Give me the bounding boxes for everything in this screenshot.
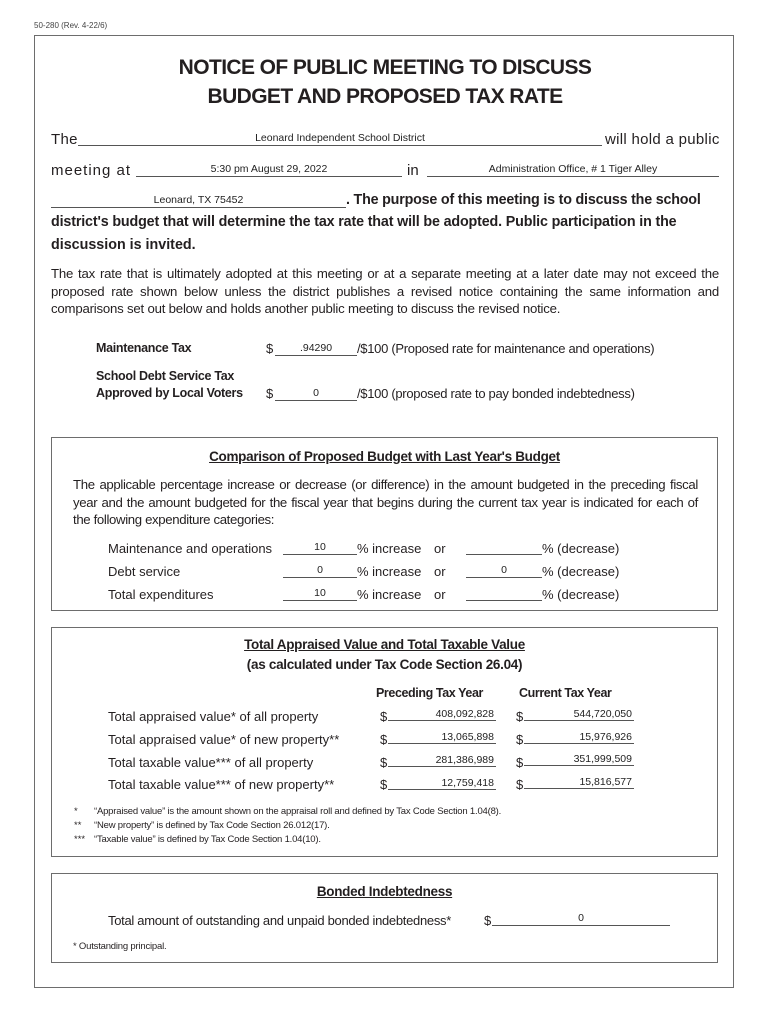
footnote-mark: * xyxy=(74,806,78,817)
decrease-suffix: % (decrease) xyxy=(542,564,620,579)
budget-increase-total-field[interactable]: 10 xyxy=(283,586,357,601)
budget-decrease-maintenance-field[interactable] xyxy=(466,540,542,555)
dollar-sign: $ xyxy=(380,777,388,792)
rate-paragraph: The tax rate that is ultimately adopted at this meeting or at a separate meeting at a later date may not exceed the proposed rate shown below unless the district publishes a revised notice containing the same information and comparisons set out below and holds another public meeting to discuss the revised notice. xyxy=(51,266,719,316)
debt-rate-field[interactable]: 0 xyxy=(275,386,357,401)
dollar-sign: $ xyxy=(516,709,524,724)
current-appraised-all-field[interactable]: 544,720,050 xyxy=(524,707,634,721)
form-id: 50-280 (Rev. 4-22/6) xyxy=(34,21,108,30)
preceding-taxable-all-field[interactable]: 281,386,989 xyxy=(388,753,496,767)
current-appraised-new-field[interactable]: 15,976,926 xyxy=(524,730,634,744)
budget-decrease-total-field[interactable] xyxy=(466,586,542,601)
meeting-at-label: meeting at xyxy=(51,162,132,179)
preceding-appraised-new-field[interactable]: 13,065,898 xyxy=(388,730,496,744)
meeting-time-field[interactable]: 5:30 pm August 29, 2022 xyxy=(136,162,402,177)
or-label: or xyxy=(434,587,446,602)
budget-row-label-maintenance: Maintenance and operations xyxy=(108,541,273,556)
bonded-heading: Bonded Indebtedness xyxy=(316,884,453,899)
values-row-label: Total taxable value*** of new property** xyxy=(108,777,335,792)
bonded-label: Total amount of outstanding and unpaid bonded indebtedness* xyxy=(108,913,451,928)
footnote-text: “New property” is defined by Tax Code Section 26.012(17). xyxy=(94,820,330,831)
dollar-sign: $ xyxy=(380,709,388,724)
maintenance-dollar: $ xyxy=(266,341,274,356)
debt-dollar: $ xyxy=(266,386,274,401)
budget-comparison-heading: Comparison of Proposed Budget with Last Year's Budget xyxy=(209,449,560,464)
page-title-line2: BUDGET AND PROPOSED TAX RATE xyxy=(207,85,563,108)
dollar-sign: $ xyxy=(380,755,388,770)
district-name-field[interactable]: Leonard Independent School District xyxy=(78,131,602,146)
purpose-line2: district's budget that will determine the tax rate that will be adopted. Public participation in the xyxy=(51,214,677,230)
meeting-city-field[interactable]: Leonard, TX 75452 xyxy=(51,193,346,208)
dollar-sign: $ xyxy=(516,732,524,747)
bonded-footnote: * Outstanding principal. xyxy=(73,941,167,952)
the-label: The xyxy=(51,131,78,148)
current-taxable-new-field[interactable]: 15,816,577 xyxy=(524,775,634,789)
budget-row-label-total: Total expenditures xyxy=(108,587,214,602)
footnote-text: “Appraised value” is the amount shown on the appraisal roll and defined by Tax Code Section 1.04(8). xyxy=(94,806,502,817)
increase-suffix: % increase xyxy=(357,587,422,602)
budget-increase-maintenance-field[interactable]: 10 xyxy=(283,540,357,555)
dollar-sign: $ xyxy=(516,777,524,792)
debt-rate-suffix: /$100 (proposed rate to pay bonded indebtedness) xyxy=(357,386,635,401)
increase-suffix: % increase xyxy=(357,541,422,556)
decrease-suffix: % (decrease) xyxy=(542,587,620,602)
footnote-mark: ** xyxy=(74,820,82,831)
debt-tax-label-line2: Approved by Local Voters xyxy=(96,386,243,400)
maintenance-tax-label: Maintenance Tax xyxy=(96,341,192,355)
decrease-suffix: % (decrease) xyxy=(542,541,620,556)
dollar-sign: $ xyxy=(380,732,388,747)
meeting-place-field[interactable]: Administration Office, # 1 Tiger Alley xyxy=(427,162,719,177)
budget-row-label-debt: Debt service xyxy=(108,564,181,579)
column-header-preceding: Preceding Tax Year xyxy=(376,686,483,700)
values-heading: Total Appraised Value and Total Taxable Value xyxy=(244,637,525,652)
purpose-line1: . The purpose of this meeting is to discuss the school xyxy=(346,192,701,208)
debt-tax-label-line1: School Debt Service Tax xyxy=(96,369,235,383)
preceding-taxable-new-field[interactable]: 12,759,418 xyxy=(388,776,496,790)
or-label: or xyxy=(434,541,446,556)
footnote-text: “Taxable value” is defined by Tax Code Section 1.04(10). xyxy=(94,834,321,845)
maintenance-rate-field[interactable]: .94290 xyxy=(275,341,357,356)
budget-comparison-paragraph: The applicable percentage increase or decrease (or difference) in the amount budgeted in the preceding fiscal year and the amount budgeted for the fiscal year that begins during the current tax year is indicated for each of the following expenditure categories: xyxy=(73,477,698,527)
bonded-amount-field[interactable]: 0 xyxy=(492,911,670,926)
column-header-current: Current Tax Year xyxy=(519,686,612,700)
page-title-line1: NOTICE OF PUBLIC MEETING TO DISCUSS xyxy=(178,56,592,79)
or-label: or xyxy=(434,564,446,579)
values-row-label: Total appraised value* of new property** xyxy=(108,732,340,747)
will-hold-label: will hold a public xyxy=(605,131,720,148)
dollar-sign: $ xyxy=(516,755,524,770)
values-row-label: Total appraised value* of all property xyxy=(108,709,319,724)
budget-increase-debt-field[interactable]: 0 xyxy=(283,563,357,578)
values-row-label: Total taxable value*** of all property xyxy=(108,755,314,770)
in-label: in xyxy=(407,162,419,179)
purpose-line3: discussion is invited. xyxy=(51,237,196,253)
bonded-dollar: $ xyxy=(484,913,492,928)
preceding-appraised-all-field[interactable]: 408,092,828 xyxy=(388,707,496,721)
footnote-mark: *** xyxy=(74,834,86,845)
current-taxable-all-field[interactable]: 351,999,509 xyxy=(524,752,634,766)
maintenance-rate-suffix: /$100 (Proposed rate for maintenance and operations) xyxy=(357,341,655,356)
budget-decrease-debt-field[interactable]: 0 xyxy=(466,563,542,578)
increase-suffix: % increase xyxy=(357,564,422,579)
values-subheading: (as calculated under Tax Code Section 26.04) xyxy=(246,657,523,672)
